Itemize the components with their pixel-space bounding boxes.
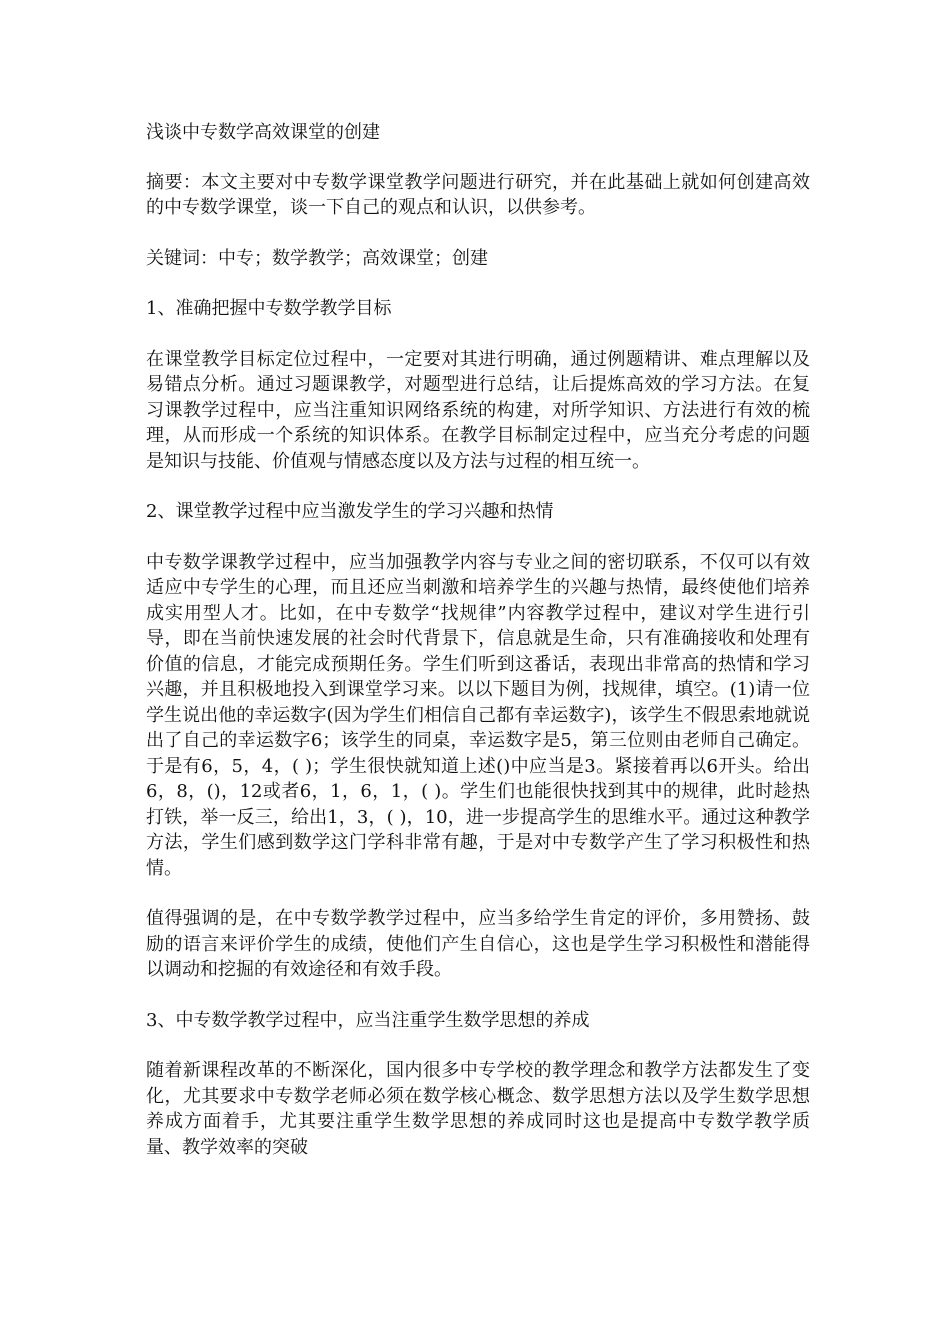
keywords-line: 关键词：中专；数学教学；高效课堂；创建 [146,247,488,269]
body-paragraph-2: 中专数学课教学过程中，应当加强教学内容与专业之间的密切联系，不仅可以有效适应中专学生的心理，而且还应当刺激和培养学生的兴趣与热情，最终使他们培养成实用型人才。比如，在中专数学“找规律”内容教学过程中，建议对学生进行引导，即在当前快速发展的社会时代背景下，信息就是生命，只有准确接收和处理有价值的信息，才能完成预期任务。学生们听到这番话，表现出非常高的热情和学习兴趣，并且积极地投入到课堂学习来。以以下题目为例，找规律，填空。(1)请一位学生说出他的幸运数字(因为学生们相信自己都有幸运数字)，该学生不假思索地就说出了自己的幸运数字6；该学生的同桌，幸运数字是5，第三位则由老师自己确定。于是有6，5，4，( )；学生很快就知道上述()中应当是3。紧接着再以6开头。给出6，8，()，12或者6，1，6，1，( )。学生们也能很快找到其中的规律，此时趁热打铁，举一反三，给出1，3，( )，10，进一步提高学生的思维水平。通过这种教学方法，学生们感到数学这门学科非常有趣，于是对中专数学产生了学习积极性和热情。 [146,551,810,879]
body-paragraph-1: 在课堂教学目标定位过程中，一定要对其进行明确，通过例题精讲、难点理解以及易错点分析。通过习题课教学，对题型进行总结，让后提炼高效的学习方法。在复习课教学过程中，应当注重知识网络系统的构建，对所学知识、方法进行有效的梳理，从而形成一个系统的知识体系。在教学目标制定过程中，应当充分考虑的问题是知识与技能、价值观与情感态度以及方法与过程的相互统一。 [146,348,810,472]
abstract-paragraph: 摘要：本文主要对中专数学课堂教学问题进行研究，并在此基础上就如何创建高效的中专数学课堂，谈一下自己的观点和认识，以供参考。 [146,171,810,218]
document-title: 浅谈中专数学高效课堂的创建 [146,122,380,143]
section-heading-3: 3、中专数学教学过程中，应当注重学生数学思想的养成 [146,1009,590,1031]
body-paragraph-4: 随着新课程改革的不断深化，国内很多中专学校的教学理念和教学方法都发生了变化，尤其要求中专数学老师必须在数学核心概念、数学思想方法以及学生数学思想养成方面着手，尤其要注重学生数学思想的养成同时这也是提高中专数学教学质量、教学效率的突破 [146,1060,810,1158]
document-page [146,120,810,1185]
body-paragraph-3: 值得强调的是，在中专数学教学过程中，应当多给学生肯定的评价，多用赞扬、鼓励的语言来评价学生的成绩，使他们产生自信心，这也是学生学习积极性和潜能得以调动和挖掘的有效途径和有效手段。 [146,908,810,980]
section-heading-2: 2、课堂教学过程中应当激发学生的学习兴趣和热情 [146,501,554,522]
section-heading-1: 1、准确把握中专数学教学目标 [146,298,392,319]
